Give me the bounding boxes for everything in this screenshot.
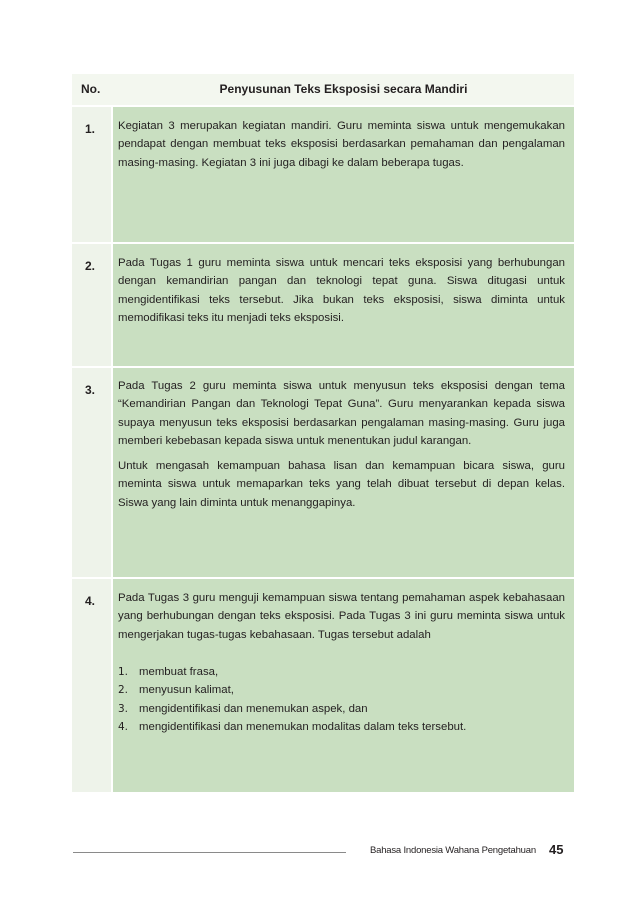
page-number: 45 bbox=[549, 842, 564, 857]
number-cell bbox=[72, 107, 111, 242]
table-header bbox=[72, 74, 574, 105]
table-row bbox=[72, 244, 574, 366]
row-number: 2. bbox=[85, 259, 96, 273]
table-row bbox=[72, 368, 574, 577]
paragraph: Pada Tugas 1 guru meminta siswa untuk mencari teks eksposisi yang berhubungan dengan kemandirian pangan dan teknologi tepat guna. Siswa ditugasi untuk mengidentifikasi teks tersebut. Jika bukan teks eksposisi, siswa diminta untuk memodifikasi teks itu menjadi teks eksposisi. bbox=[118, 257, 565, 325]
list-item: 2. menyusun kalimat, bbox=[118, 684, 234, 697]
paragraph: Pada Tugas 3 guru menguji kemampuan siswa tentang pemahaman aspek kebahasaan yang berhubungan dengan teks eksposisi. Pada Tugas 3 ini guru meminta siswa untuk mengerjakan tugas-tugas kebahasaan. Tugas tersebut adalah bbox=[118, 592, 565, 641]
paragraph: Untuk mengasah kemampuan bahasa lisan dan kemampuan bicara siswa, guru meminta siswa untuk memaparkan teks yang telah dibuat tersebut di depan kelas. Siswa yang lain diminta untuk menanggapinya. bbox=[118, 460, 565, 509]
row-number: 3. bbox=[85, 383, 96, 397]
paragraph: Pada Tugas 2 guru meminta siswa untuk menyusun teks eksposisi dengan tema “Kemandirian Pangan dan Teknologi Tepat Guna”. Guru menyarankan kepada siswa supaya menyusun teks eksposisi berdasarkan pengalaman masing-masing. Guru juga memberi kebebasan kepada siswa untuk menentukan judul karangan. bbox=[118, 380, 565, 448]
number-cell bbox=[72, 368, 111, 577]
paragraph: Kegiatan 3 merupakan kegiatan mandiri. Guru meminta siswa untuk mengemukakan pendapat dengan membuat teks eksposisi berdasarkan pemahaman dan pengalaman masing-masing. Kegiatan 3 ini juga dibagi ke dalam beberapa tugas. bbox=[118, 120, 565, 169]
row-number: 4. bbox=[85, 594, 96, 608]
table-row bbox=[72, 107, 574, 242]
content-cell bbox=[113, 107, 574, 242]
content-cell bbox=[113, 244, 574, 366]
table-row bbox=[72, 579, 574, 792]
list-item: 3. mengidentifikasi dan menemukan aspek, dan bbox=[118, 702, 368, 715]
number-cell bbox=[72, 244, 111, 366]
content-cell bbox=[113, 579, 574, 792]
footer-divider bbox=[73, 852, 346, 853]
footer-book-title: Bahasa Indonesia Wahana Pengetahuan bbox=[370, 845, 536, 856]
header-title: Penyusunan Teks Eksposisi secara Mandiri bbox=[219, 82, 468, 96]
list-item: 1. membuat frasa, bbox=[118, 666, 219, 678]
content-cell bbox=[113, 368, 574, 577]
number-cell bbox=[72, 579, 111, 792]
header-no: No. bbox=[81, 82, 101, 96]
task-list bbox=[118, 663, 565, 737]
list-item: 4. mengidentifikasi dan menemukan modalitas dalam teks tersebut. bbox=[118, 721, 467, 734]
row-number: 1. bbox=[85, 122, 96, 136]
